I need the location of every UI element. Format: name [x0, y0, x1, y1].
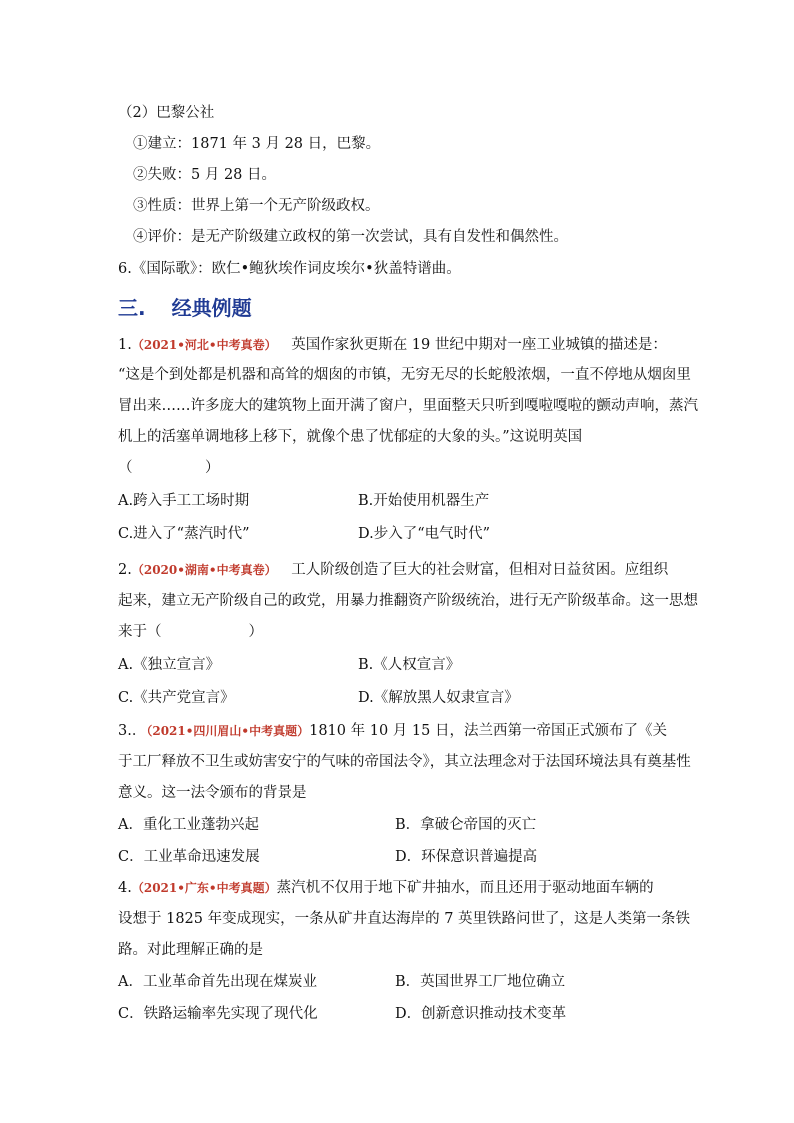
- question-text: 起来，建立无产阶级自己的政党，用暴力推翻资产阶级统治，进行无产阶级革命。这一思想: [118, 593, 698, 609]
- option-a: A．重化工业蓬勃兴起: [118, 817, 259, 833]
- question-number: 4.: [118, 880, 132, 896]
- option-a: A．工业革命首先出现在煤炭业: [118, 974, 317, 990]
- question-text: 意义。这一法令颁布的背景是: [118, 785, 307, 801]
- option-a: A.《独立宣言》: [118, 657, 221, 673]
- option-c: C.进入了“蒸汽时代”: [118, 526, 250, 542]
- question-4: [118, 879, 654, 897]
- question-text: 来于（ ）: [118, 624, 263, 640]
- list-item: ②失败：5 月 28 日。: [133, 167, 277, 183]
- list-item: 6.《国际歌》：欧仁•鲍狄埃作词皮埃尔•狄盖特谱曲。: [118, 261, 461, 277]
- option-b: B．英国世界工厂地位确立: [395, 974, 566, 990]
- option-d: D.步入了“电气时代”: [358, 526, 491, 542]
- option-b: B．拿破仑帝国的灭亡: [395, 817, 537, 833]
- question-source: （2021•河北•中考真卷）: [131, 338, 277, 352]
- option-c: C.《共产党宣言》: [118, 690, 235, 706]
- question-text: 设想于 1825 年变成现实，一条从矿井直达海岸的 7 英里铁路问世了，这是人类第一条铁: [118, 911, 691, 927]
- question-source: （2021•四川眉山•中考真题）: [146, 724, 310, 738]
- option-b: B.《人权宣言》: [358, 657, 461, 673]
- answer-blank: （ ）: [118, 460, 220, 476]
- question-1: [118, 336, 667, 354]
- option-a: A.跨入手工工场时期: [118, 493, 250, 509]
- question-number: 2.: [118, 562, 132, 578]
- question-number: 1.: [118, 337, 132, 353]
- question-text: 冒出来……许多庞大的建筑物上面开满了窗户，里面整天只听到嘎啦嘎啦的颤动声响，蒸汽: [118, 398, 698, 414]
- question-text: 蒸汽机不仅用于地下矿井抽水，而且还用于驱动地面车辆的: [276, 880, 654, 896]
- question-source: （2020•湖南•中考真卷）: [131, 563, 277, 577]
- option-d: D.《解放黑人奴隶宣言》: [358, 690, 519, 706]
- question-source: （2021•广东•中考真题）: [131, 881, 277, 895]
- option-d: D．环保意识普遍提高: [395, 849, 538, 865]
- option-d: D．创新意识推动技术变革: [395, 1006, 567, 1022]
- option-c: C．工业革命迅速发展: [118, 849, 260, 865]
- option-b: B.开始使用机器生产: [358, 493, 490, 509]
- question-text: “这是个到处都是机器和高耸的烟囱的市镇，无穷无尽的长蛇般浓烟，一直不停地从烟囱里: [118, 367, 691, 383]
- list-item: ①建立：1871 年 3 月 28 日，巴黎。: [133, 136, 381, 152]
- option-c: C．铁路运输率先实现了现代化: [118, 1006, 318, 1022]
- question-text: 英国作家狄更斯在 19 世纪中期对一座工业城镇的描述是：: [291, 337, 667, 353]
- section-heading: [118, 292, 252, 321]
- subsection-title: （2）巴黎公社: [118, 105, 215, 121]
- question-2: [118, 561, 668, 579]
- section-title: 经典例题: [171, 296, 252, 320]
- question-text: 1810 年 10 月 15 日，法兰西第一帝国正式颁布了《关: [309, 723, 667, 739]
- question-text: 工人阶级创造了巨大的社会财富，但相对日益贫困。应组织: [291, 562, 669, 578]
- list-item: ③性质：世界上第一个无产阶级政权。: [133, 198, 380, 214]
- question-3: [118, 722, 667, 740]
- question-text: 路。对此理解正确的是: [118, 942, 263, 958]
- list-item: ④评价：是无产阶级建立政权的第一次尝试，具有自发性和偶然性。: [133, 229, 568, 245]
- section-number: 三.: [118, 296, 146, 320]
- question-number: 3.．: [118, 723, 147, 739]
- question-text: 机上的活塞单调地移上移下，就像个患了忧郁症的大象的头。”这说明英国: [118, 429, 583, 445]
- question-text: 于工厂释放不卫生或妨害安宁的气味的帝国法令》，其立法理念对于法国环境法具有奠基性: [118, 754, 691, 770]
